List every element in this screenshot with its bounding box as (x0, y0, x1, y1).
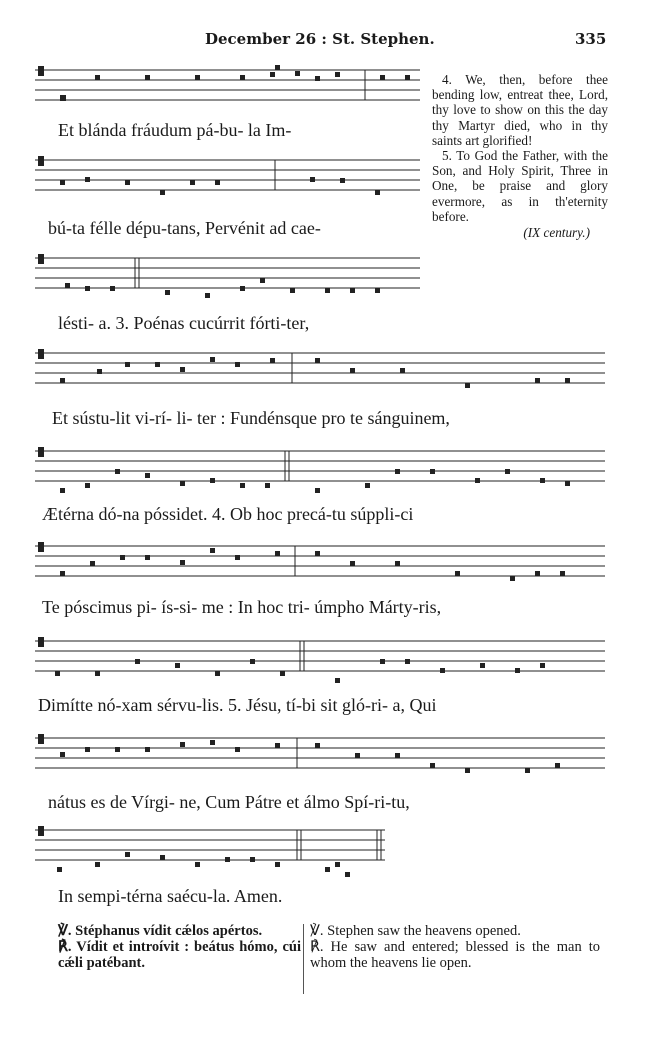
translation-stanza-5: 5. To God the Father, with the Son, and Holy Spirit, Three in One, be praise and glory evermore, as in th'eternity before. (432, 148, 608, 224)
lyric-line-5: Ætérna dó-na póssidet. 4. Ob hoc precá-tu súppli-ci (42, 504, 414, 524)
translation-stanza-4: 4. We, then, before thee bending low, entreat thee, Lord, thy love to show on this the day thy Martyr died, who in thy saints art glorified! (432, 72, 608, 148)
lyric-line-6: Te póscimus pi- ís-si- me : In hoc tri- úmpho Márty-ris, (42, 597, 442, 617)
lyric-line-4: Et sústu-lit vi-rí- li- ter : Fundénsque pro te sánguinem, (52, 408, 450, 428)
running-header: December 26 : St. Stephen. (205, 30, 435, 48)
lyric-line-9: In sempi-térna saécu-la. Amen. (58, 886, 283, 906)
staff-lines (35, 730, 605, 785)
music-staff-1 (35, 62, 420, 102)
translation-column (432, 72, 608, 240)
staff-lines (35, 538, 605, 593)
versicle-latin (58, 923, 301, 971)
staff-lines (35, 633, 605, 688)
music-staff-9 (35, 822, 385, 862)
music-staff-7 (35, 633, 605, 673)
staff-lines (35, 250, 420, 305)
staff-lines (35, 443, 605, 498)
music-staff-6 (35, 538, 605, 578)
music-staff-8 (35, 730, 605, 770)
lyric-line-2: bú-ta félle dépu-tans, Pervénit ad cae- (48, 218, 321, 238)
versicle-english (310, 923, 600, 971)
music-staff-2 (35, 152, 420, 192)
versicle-latin-v: ℣. Stéphanus vídit cǽlos apértos. (58, 923, 263, 939)
lyric-line-1: Et blánda fráudum pá-bu- la Im- (58, 120, 292, 140)
music-staff-3 (35, 250, 420, 290)
page-number: 335 (575, 30, 607, 48)
music-staff-4 (35, 345, 605, 385)
versicle-english-v: ℣. Stephen saw the heavens opened. (310, 923, 521, 939)
music-staff-5 (35, 443, 605, 483)
lyric-line-7: Dimítte nó-xam sérvu-lis. 5. Jésu, tí-bi sit gló-ri- a, Qui (38, 695, 437, 715)
versicle-english-r: ℟. He saw and entered; blessed is the man to whom the heavens lie open. (310, 939, 600, 971)
lyric-line-3: lésti- a. 3. Poénas cucúrrit fórti-ter, (58, 313, 310, 333)
staff-lines (35, 62, 420, 112)
staff-lines (35, 345, 605, 395)
staff-lines (35, 152, 420, 207)
staff-lines (35, 822, 385, 882)
column-divider (303, 924, 304, 994)
century-note: (IX century.) (523, 225, 590, 241)
lyric-line-8: nátus es de Vírgi- ne, Cum Pátre et álmo Spí-ri-tu, (48, 792, 410, 812)
versicle-latin-r: ℟. Vídit et introívit : beátus hómo, cúi cǽli patébant. (58, 939, 301, 971)
